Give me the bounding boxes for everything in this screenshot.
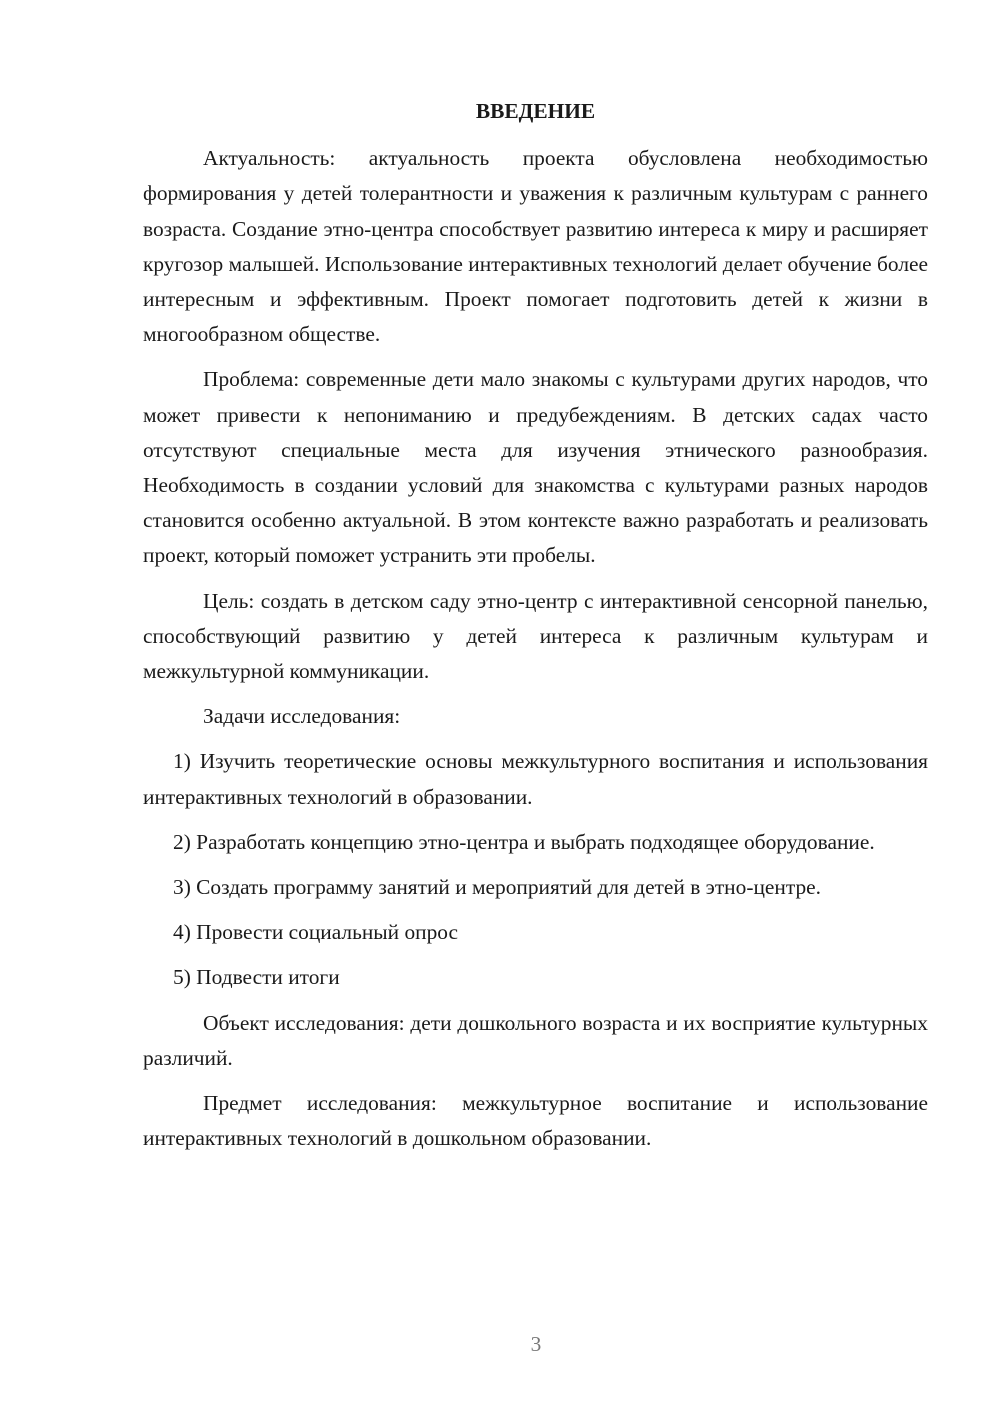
paragraph-relevance: Актуальность: актуальность проекта обусловлена необходимостью формирования у детей толерантности и уважения к различным культурам с раннего возраста. Создание этно-центра способствует развитию интереса к миру и расширяет кругозор малышей. Использование интерактивных технологий делает обучение более интересным и эффективным. Проект помогает подготовить детей к жизни в многообразном обществе.	[143, 146, 928, 347]
list-item: 2) Разработать концепцию этно-центра и выбрать подходящее оборудование.	[173, 829, 875, 854]
tasks-list	[143, 744, 928, 995]
list-item: 1) Изучить теоретические основы межкультурного воспитания и использования интерактивных технологий в образовании.	[143, 749, 928, 809]
paragraph-problem: Проблема: современные дети мало знакомы с культурами других народов, что может привести к непониманию и предубеждениям. В детских садах часто отсутствуют специальные места для изучения этнического разнообразия. Необходимость в создании условий для знакомства с культурами разных народов становится особенно актуальной. В этом контексте важно разработать и реализовать проект, который поможет устранить эти пробелы.	[143, 367, 928, 568]
list-item: 4) Провести социальный опрос	[173, 920, 459, 945]
list-item: 5) Подвести итоги	[173, 965, 340, 990]
paragraph-object: Объект исследования: дети дошкольного возраста и их восприятие культурных различий.	[143, 1010, 928, 1070]
document-body	[143, 94, 928, 1166]
page-number: 3	[530, 1332, 542, 1356]
paragraph-subject: Предмет исследования: межкультурное воспитание и использование интерактивных технологий в дошкольном образовании.	[143, 1091, 928, 1151]
paragraph-goal: Цель: создать в детском саду этно-центр с интерактивной сенсорной панелью, способствующий развитию у детей интереса к различным культурам и межкультурной коммуникации.	[143, 588, 928, 684]
list-item: 3) Создать программу занятий и мероприятий для детей в этно-центре.	[173, 875, 821, 900]
section-title: ВВЕДЕНИЕ	[475, 99, 596, 123]
tasks-heading: Задачи исследования:	[203, 704, 401, 729]
